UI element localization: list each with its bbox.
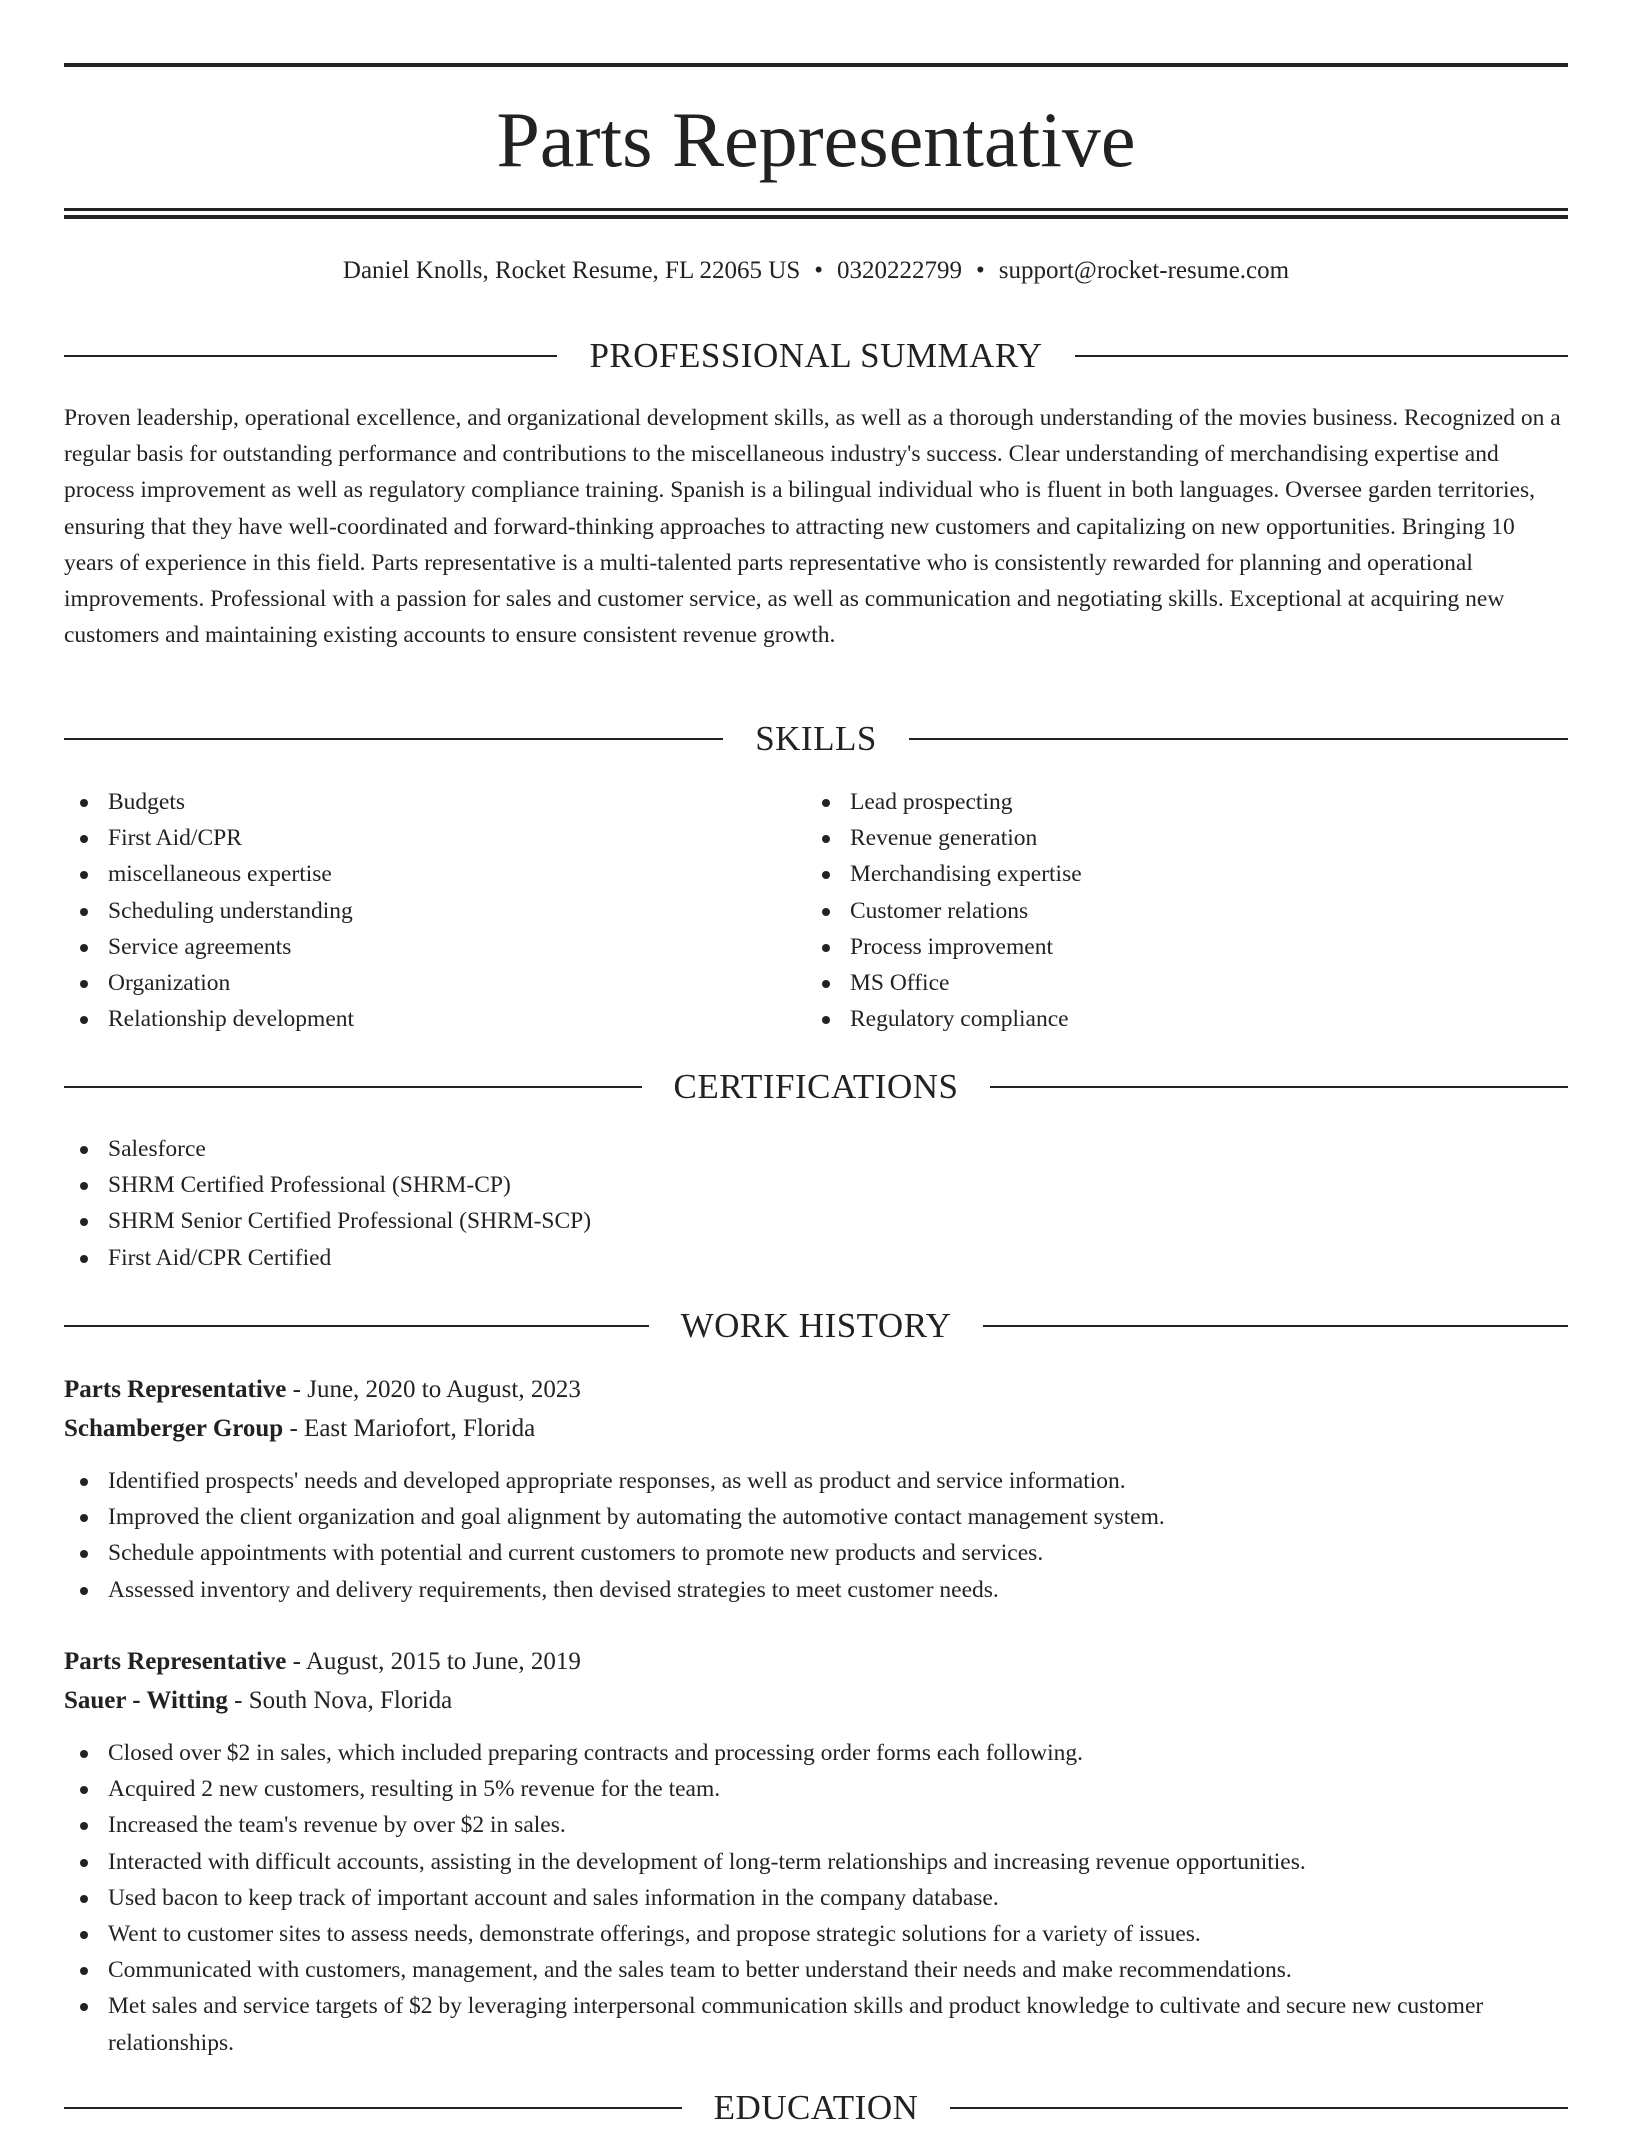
contact-line xyxy=(64,254,1568,288)
heading-rule xyxy=(64,2107,682,2109)
list-item: Assessed inventory and delivery requirements, then devised strategies to meet customer needs. xyxy=(64,1572,1568,1608)
job-title: Parts Representative xyxy=(64,1376,287,1403)
skills-list-right xyxy=(806,784,1568,1037)
list-item: Budgets xyxy=(64,784,804,820)
heading-rule xyxy=(64,738,723,740)
job-dates: - June, 2020 to August, 2023 xyxy=(286,1376,581,1403)
job-location: - East Mariofort, Florida xyxy=(283,1415,536,1442)
job-bullets xyxy=(64,1463,1568,1608)
list-item: First Aid/CPR xyxy=(64,820,804,856)
list-item: Went to customer sites to assess needs, demonstrate offerings, and propose strategic solutions for a variety of issues. xyxy=(64,1916,1568,1952)
section-heading-label: EDUCATION xyxy=(713,2088,919,2127)
list-item: Closed over $2 in sales, which included preparing contracts and processing order forms each following. xyxy=(64,1735,1568,1771)
contact-email: support@rocket-resume.com xyxy=(998,257,1290,284)
job-title: Parts Representative xyxy=(64,1648,287,1675)
list-item: Interacted with difficult accounts, assisting in the development of long-term relationships and increasing revenue opportunities. xyxy=(64,1844,1568,1880)
section-heading-education xyxy=(64,2086,1568,2130)
top-rule xyxy=(64,63,1568,67)
list-item: Improved the client organization and goal alignment by automating the automotive contact management system. xyxy=(64,1499,1568,1535)
skills-list-left xyxy=(64,784,804,1037)
list-item: SHRM Senior Certified Professional (SHRM-SCP) xyxy=(64,1203,1568,1239)
list-item: First Aid/CPR Certified xyxy=(64,1240,1568,1276)
heading-rule xyxy=(909,738,1568,740)
heading-rule xyxy=(64,355,557,357)
contact-phone: 0320222799 xyxy=(837,257,963,284)
job-dates: - August, 2015 to June, 2019 xyxy=(286,1648,581,1675)
section-heading-label: CERTIFICATIONS xyxy=(673,1067,959,1106)
section-heading-label: WORK HISTORY xyxy=(680,1306,952,1345)
list-item: Regulatory compliance xyxy=(806,1001,1568,1037)
section-heading-label: PROFESSIONAL SUMMARY xyxy=(589,336,1043,375)
certifications-list xyxy=(64,1131,1568,1276)
heading-rule xyxy=(950,2107,1568,2109)
section-heading-skills xyxy=(64,717,1568,761)
job-location: - South Nova, Florida xyxy=(227,1687,453,1714)
heading-rule xyxy=(64,1325,649,1327)
resume-title: Parts Representative xyxy=(496,96,1136,183)
list-item: miscellaneous expertise xyxy=(64,856,804,892)
contact-address: Daniel Knolls, Rocket Resume, FL 22065 US xyxy=(342,257,801,284)
list-item: MS Office xyxy=(806,965,1568,1001)
list-item: Lead prospecting xyxy=(806,784,1568,820)
list-item: Merchandising expertise xyxy=(806,856,1568,892)
list-item: SHRM Certified Professional (SHRM-CP) xyxy=(64,1167,1568,1203)
heading-rule xyxy=(983,1325,1568,1327)
job-company: Sauer - Witting xyxy=(64,1687,228,1714)
summary-text: Proven leadership, operational excellence, and organizational development skills, as well as a thorough understanding of the movies business. Recognized on a regular basis for outstanding performance and contributions to the miscellaneous industry's success. Clear understanding of merchandising expertise and process improvement as well as regulatory compliance training. Spanish is a bilingual individual who is fluent in both languages. Oversee garden territories, ensuring that they have well-coordinated and forward-thinking approaches to attracting new customers and capitalizing on new opportunities. Bringing 10 years of experience in this field. Parts representative is a multi-talented parts representative who is consistently rewarded for planning and operational improvements. Professional with a passion for sales and customer service, as well as communication and negotiating skills. Exceptional at acquiring new customers and maintaining existing accounts to ensure consistent revenue growth. xyxy=(64,405,1561,649)
list-item: Increased the team's revenue by over $2 in sales. xyxy=(64,1807,1568,1843)
list-item: Salesforce xyxy=(64,1131,1568,1167)
list-item: Used bacon to keep track of important account and sales information in the company database. xyxy=(64,1880,1568,1916)
list-item: Met sales and service targets of $2 by leveraging interpersonal communication skills and product knowledge to cultivate and secure new customer relationships. xyxy=(64,1988,1568,2060)
list-item: Organization xyxy=(64,965,804,1001)
list-item: Revenue generation xyxy=(806,820,1568,856)
job-company-line xyxy=(64,1683,1568,1719)
job-company-line xyxy=(64,1411,1568,1447)
list-item: Customer relations xyxy=(806,893,1568,929)
list-item: Acquired 2 new customers, resulting in 5% revenue for the team. xyxy=(64,1771,1568,1807)
job-title-line xyxy=(64,1372,1568,1408)
list-item: Schedule appointments with potential and current customers to promote new products and services. xyxy=(64,1535,1568,1571)
title-rule-upper xyxy=(64,208,1568,211)
list-item: Relationship development xyxy=(64,1001,804,1037)
list-item: Communicated with customers, management, and the sales team to better understand their needs and make recommendations. xyxy=(64,1952,1568,1988)
section-heading-summary xyxy=(64,334,1568,378)
heading-rule xyxy=(1075,355,1568,357)
contact-separator: • xyxy=(976,257,985,284)
section-heading-work-history xyxy=(64,1304,1568,1348)
title-rule-lower xyxy=(64,215,1568,219)
contact-separator: • xyxy=(814,257,824,284)
section-heading-label: SKILLS xyxy=(755,719,877,758)
heading-rule xyxy=(990,1086,1568,1088)
job-bullets xyxy=(64,1735,1568,2061)
list-item: Identified prospects' needs and developed appropriate responses, as well as product and service information. xyxy=(64,1463,1568,1499)
job-company: Schamberger Group xyxy=(64,1415,284,1442)
list-item: Process improvement xyxy=(806,929,1568,965)
heading-rule xyxy=(64,1086,642,1088)
job-title-line xyxy=(64,1644,1568,1680)
section-heading-certifications xyxy=(64,1065,1568,1109)
list-item: Scheduling understanding xyxy=(64,893,804,929)
list-item: Service agreements xyxy=(64,929,804,965)
